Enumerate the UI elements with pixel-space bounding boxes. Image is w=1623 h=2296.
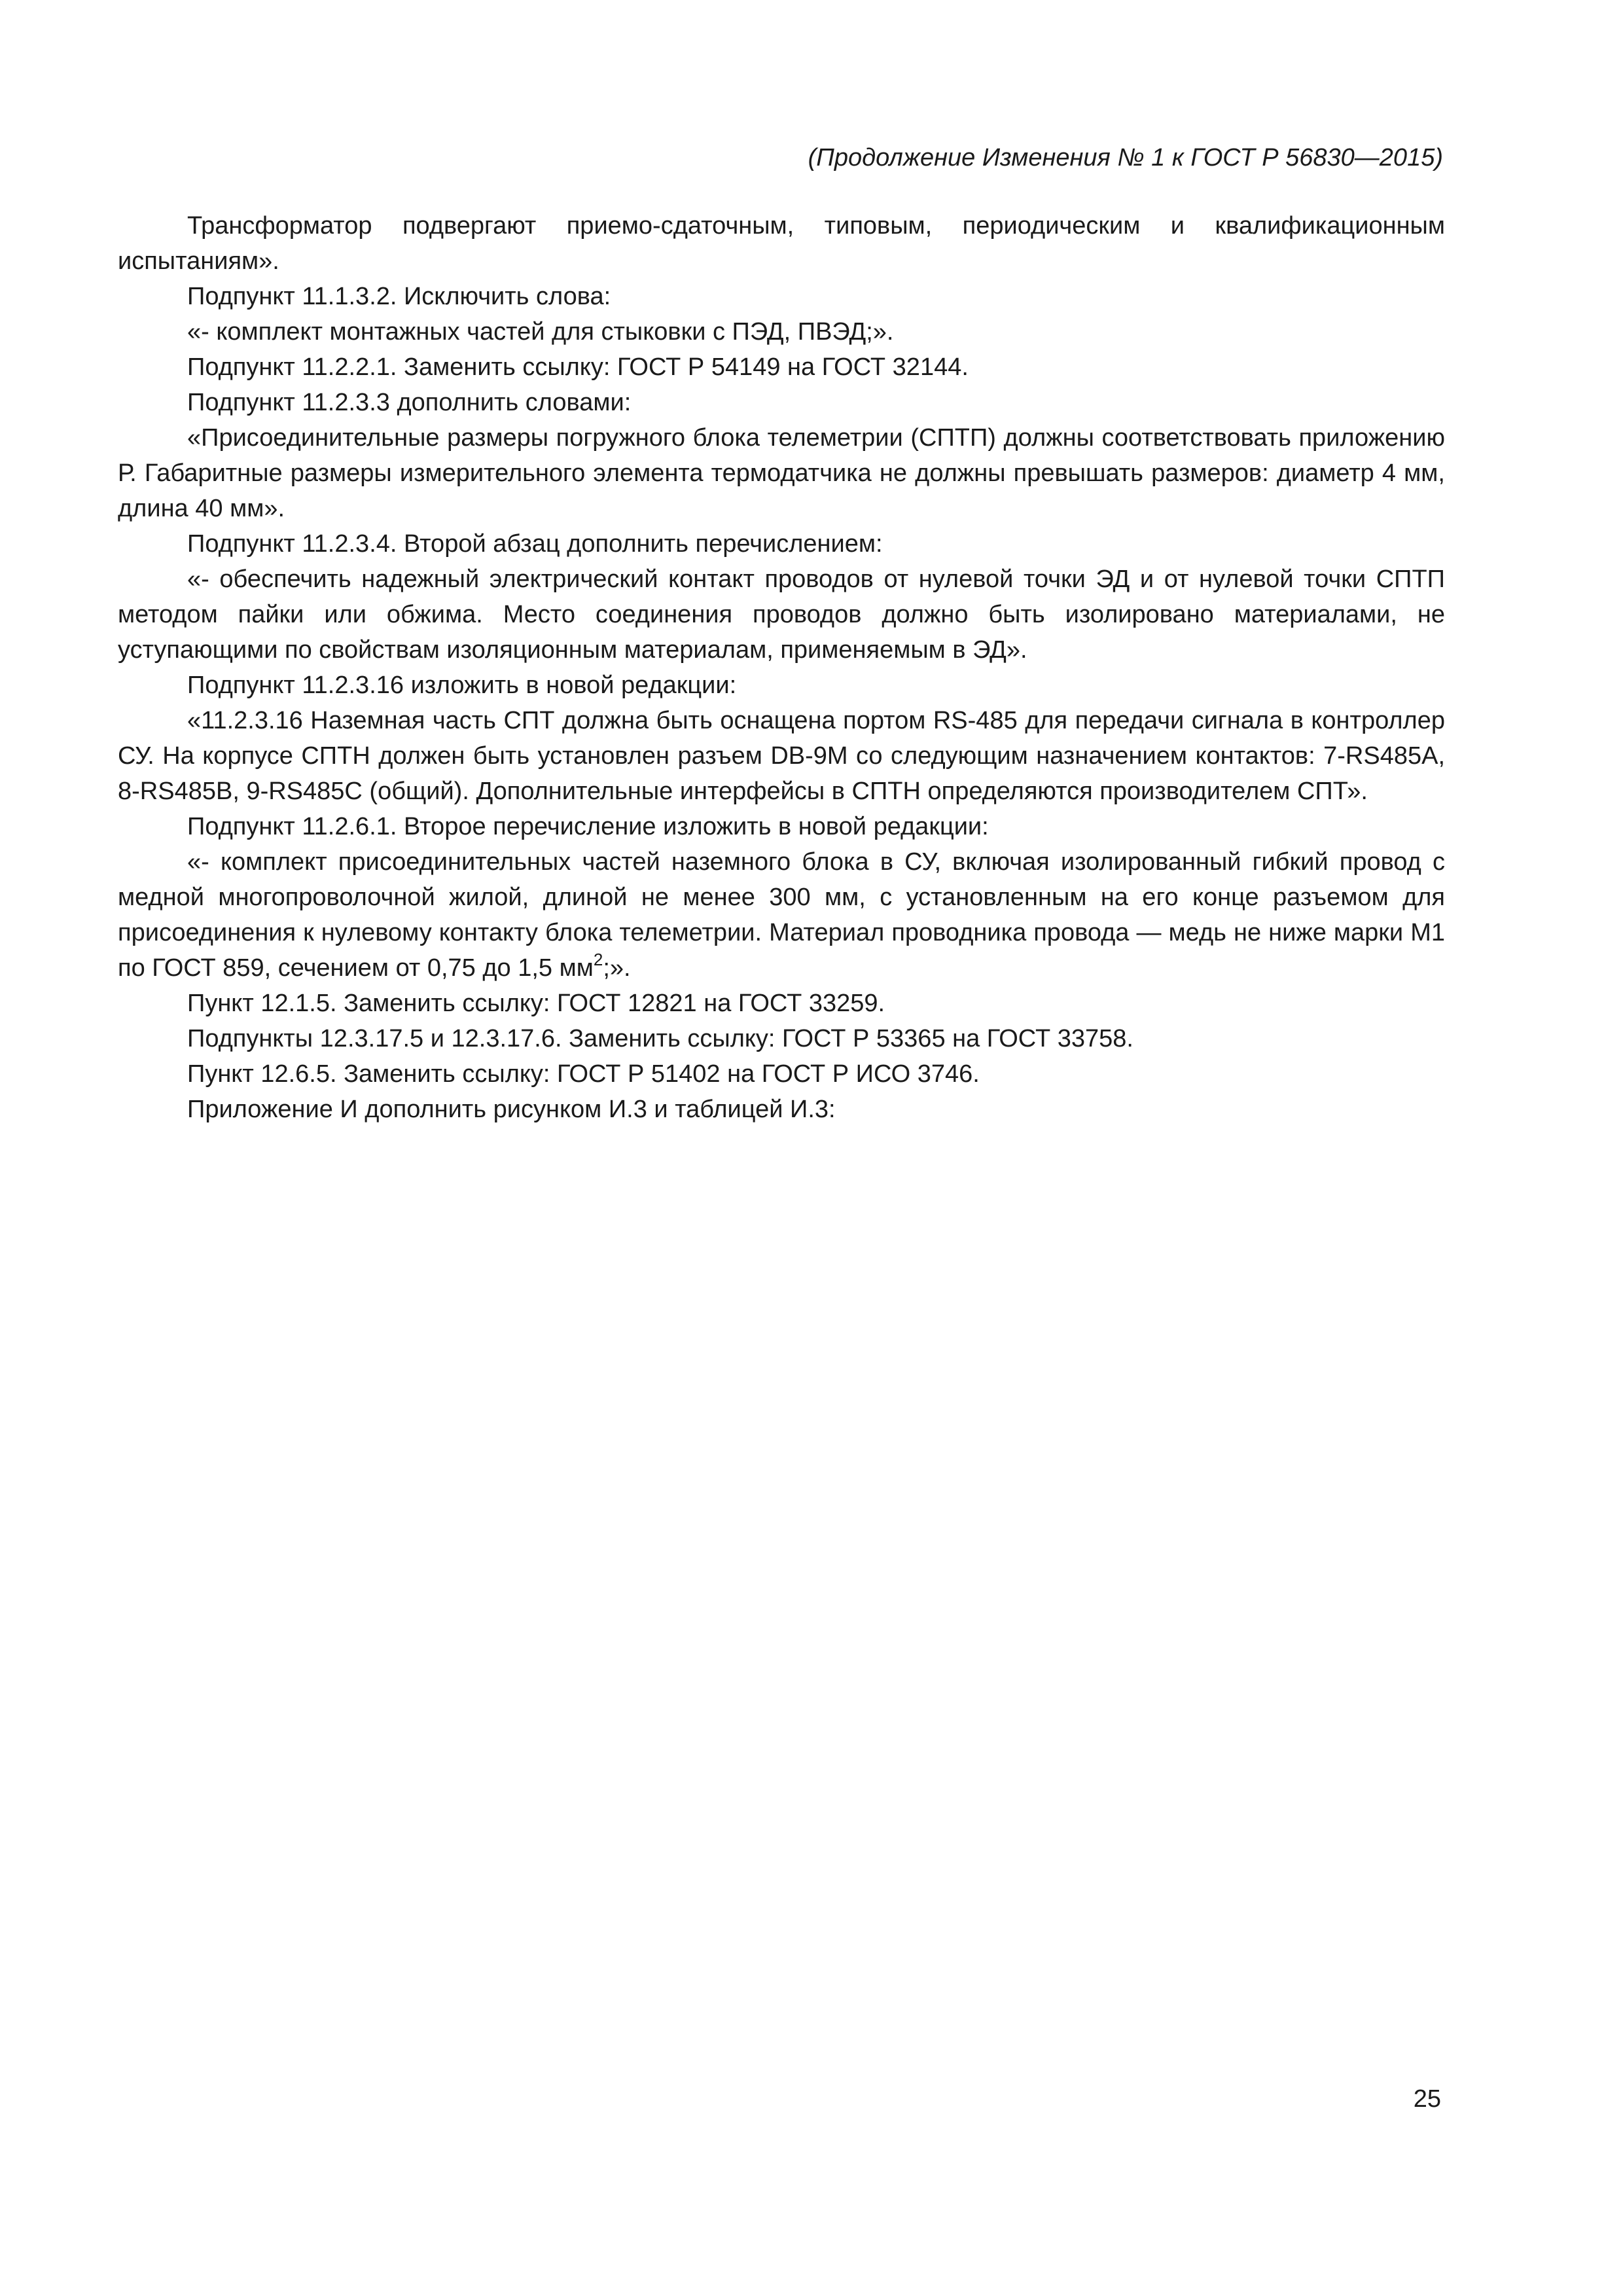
paragraph: Трансформатор подвергают приемо-сдаточным, типовым, периодическим и квалификационным испытаниям». xyxy=(118,212,1445,275)
paragraph-text-end: ;». xyxy=(603,954,631,982)
paragraph: «- комплект монтажных частей для стыковки с ПЭД, ПВЭД;». xyxy=(187,318,894,346)
paragraph: Подпункт 11.2.3.16 изложить в новой редакции: xyxy=(187,672,737,699)
page-number: 25 xyxy=(1413,2085,1441,2113)
paragraph-with-superscript xyxy=(118,844,1445,986)
paragraph: Подпункт 11.2.2.1. Заменить ссылку: ГОСТ Р 54149 на ГОСТ 32144. xyxy=(187,353,969,381)
paragraph: Подпункты 12.3.17.5 и 12.3.17.6. Заменить ссылку: ГОСТ Р 53365 на ГОСТ 33758. xyxy=(187,1025,1133,1052)
document-body xyxy=(118,208,1445,1127)
running-header: (Продолжение Изменения № 1 к ГОСТ Р 56830—2015) xyxy=(808,144,1443,171)
paragraph: Пункт 12.6.5. Заменить ссылку: ГОСТ Р 51402 на ГОСТ Р ИСО 3746. xyxy=(187,1060,980,1088)
paragraph: Подпункт 11.2.3.4. Второй абзац дополнить перечислением: xyxy=(187,530,883,558)
paragraph: Приложение И дополнить рисунком И.3 и таблицей И.3: xyxy=(187,1096,836,1123)
paragraph: Подпункт 11.1.3.2. Исключить слова: xyxy=(187,283,611,310)
paragraph: Подпункт 11.2.3.3 дополнить словами: xyxy=(187,389,632,416)
paragraph: «Присоединительные размеры погружного блока телеметрии (СПТП) должны соответствовать приложению Р. Габаритные размеры измерительного элемента термодатчика не должны превышать размеров: диаметр 4 мм, длина 40 мм». xyxy=(118,424,1445,522)
paragraph: «- обеспечить надежный электрический контакт проводов от нулевой точки ЭД и от нулевой точки СПТП методом пайки или обжима. Место соединения проводов должно быть изолировано материалами, не уступающими по свойствам изоляционным материалам, применяемым в ЭД». xyxy=(118,565,1445,664)
paragraph-text: «- комплект присоединительных частей наземного блока в СУ, включая изолированный гибкий провод с медной многопроволочной жилой, длиной не менее 300 мм, с установленным на его конце разъемом для присоединения к нулевому контакту блока телеметрии. Материал проводника провода — медь не ниже марки М1 по ГОСТ 859, сечением от 0,75 до 1,5 мм xyxy=(118,848,1445,982)
paragraph: Подпункт 11.2.6.1. Второе перечисление изложить в новой редакции: xyxy=(187,813,989,840)
paragraph: «11.2.3.16 Наземная часть СПТ должна быть оснащена портом RS-485 для передачи сигнала в контроллер СУ. На корпусе СПТН должен быть установлен разъем DB-9M со следующим назначением контактов: 7-RS485A, 8-RS485B, 9-RS485C (общий). Дополнительные интерфейсы в СПТН определяются производителем СПТ». xyxy=(118,707,1445,805)
superscript: 2 xyxy=(593,950,603,970)
paragraph: Пункт 12.1.5. Заменить ссылку: ГОСТ 12821 на ГОСТ 33259. xyxy=(187,990,885,1017)
